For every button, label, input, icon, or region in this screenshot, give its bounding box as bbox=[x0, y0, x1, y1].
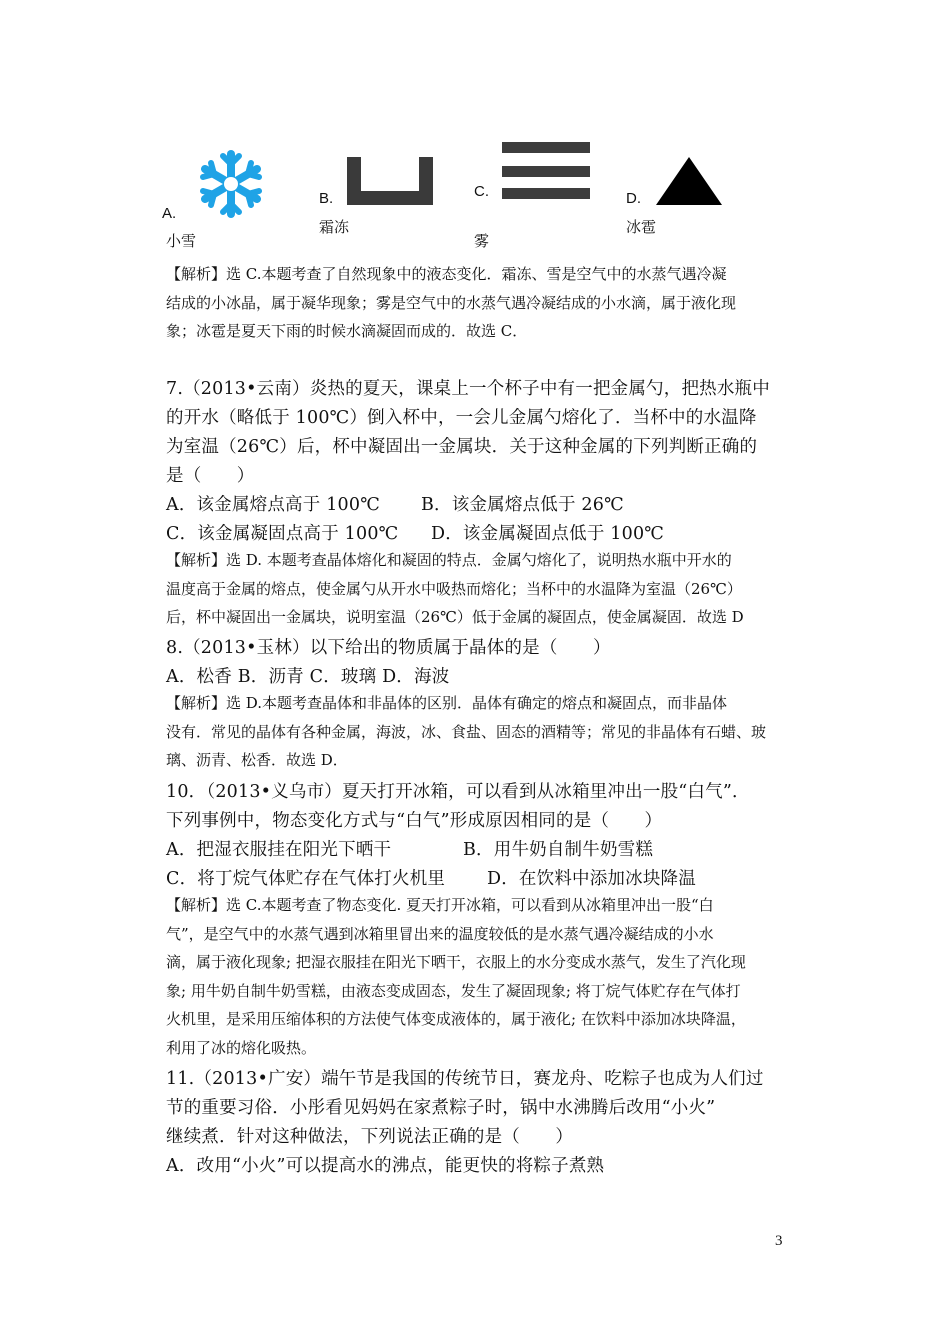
question-stem-line: 是（ ） bbox=[166, 466, 255, 486]
question-stem-line: 11.（2013•广安）端午节是我国的传统节日，赛龙舟、吃粽子也成为人们过 bbox=[166, 1069, 764, 1089]
analysis-line: 没有．常见的晶体有各种金属，海波，冰、食盐、固态的酒精等；常见的非晶体有石蜡、玻 bbox=[166, 723, 767, 741]
option-c: C．将丁烷气体贮存在气体打火机里 bbox=[166, 869, 446, 889]
analysis-line: 象; 用牛奶自制牛奶雪糕，由液态变成固态，发生了凝固现象; 将丁烷气体贮存在气体打 bbox=[166, 982, 741, 1000]
analysis-line: 【解析】选 C.本题考查了物态变化. 夏天打开冰箱，可以看到从冰箱里冲出一股“白 bbox=[166, 896, 714, 914]
option-a: A．改用“小火”可以提高水的沸点，能更快的将粽子煮熟 bbox=[166, 1156, 605, 1176]
q6-option-d-letter: D. bbox=[626, 190, 641, 207]
question-stem-line: 继续煮．针对这种做法，下列说法正确的是（ ） bbox=[166, 1127, 574, 1147]
question-stem-line: 为室温（26℃）后，杯中凝固出一金属块．关于这种金属的下列判断正确的 bbox=[166, 437, 758, 457]
analysis-line: 结成的小冰晶，属于凝华现象；雾是空气中的水蒸气遇冷凝结成的小水滴，属于液化现 bbox=[166, 294, 737, 312]
q6-option-c-letter: C. bbox=[474, 183, 489, 200]
option-a: A．该金属熔点高于 100℃ bbox=[166, 495, 380, 515]
option-d: D．在饮料中添加冰块降温 bbox=[487, 869, 696, 889]
analysis-line: 温度高于金属的熔点，使金属勺从开水中吸热而熔化；当杯中的水温降为室温（26℃） bbox=[166, 580, 742, 598]
analysis-line: 火机里，是采用压缩体积的方法使气体变成液体的，属于液化; 在饮料中添加冰块降温， bbox=[166, 1010, 746, 1028]
analysis-line: 滴，属于液化现象; 把湿衣服挂在阳光下晒干，衣服上的水分变成水蒸气，发生了汽化现 bbox=[166, 953, 746, 971]
question-stem-line: 节的重要习俗．小彤看见妈妈在家煮粽子时，锅中水沸腾后改用“小火” bbox=[166, 1098, 716, 1118]
question-stem-line: 下列事例中，物态变化方式与“白气”形成原因相同的是（ ） bbox=[166, 811, 663, 831]
option-b: B．该金属熔点低于 26℃ bbox=[421, 495, 624, 515]
analysis-line: 【解析】选 D. 本题考查晶体熔化和凝固的特点．金属勺熔化了，说明热水瓶中开水的 bbox=[166, 551, 732, 569]
question-stem-line: 7.（2013•云南）炎热的夏天，课桌上一个杯子中有一把金属勺，把热水瓶中 bbox=[166, 379, 770, 399]
analysis-line: 【解析】选 D.本题考查晶体和非晶体的区别．晶体有确定的熔点和凝固点，而非晶体 bbox=[166, 694, 728, 712]
analysis-line: 象；冰雹是夏天下雨的时候水滴凝固而成的．故选 C． bbox=[166, 322, 528, 340]
option-b: B．用牛奶自制牛奶雪糕 bbox=[463, 840, 654, 860]
question-stem-line: 10．（2013•义乌市）夏天打开冰箱，可以看到从冰箱里冲出一股“白气”． bbox=[166, 782, 750, 802]
analysis-line: 利用了冰的熔化吸热。 bbox=[166, 1039, 317, 1057]
question-options: A．松香 B．沥青 C．玻璃 D．海波 bbox=[166, 667, 450, 687]
q6-option-d-caption: 冰雹 bbox=[626, 218, 657, 236]
page-number: 3 bbox=[775, 1233, 783, 1249]
question-stem-line: 的开水（略低于 100℃）倒入杯中，一会儿金属勺熔化了．当杯中的水温降 bbox=[166, 408, 757, 428]
q6-option-a-letter: A. bbox=[162, 205, 177, 222]
q6-option-c-caption: 雾 bbox=[474, 232, 490, 250]
q6-option-b-caption: 霜冻 bbox=[319, 218, 350, 236]
option-a: A．把湿衣服挂在阳光下晒干 bbox=[166, 840, 392, 860]
analysis-line: 【解析】选 C.本题考查了自然现象中的液态变化．霜冻、雪是空气中的水蒸气遇冷凝 bbox=[166, 265, 727, 283]
snowflake-icon bbox=[193, 146, 269, 222]
triangle-icon bbox=[656, 157, 722, 205]
option-c: C．该金属凝固点高于 100℃ bbox=[166, 524, 399, 544]
question-stem-line: 8.（2013•玉林）以下给出的物质属于晶体的是（ ） bbox=[166, 638, 611, 658]
analysis-line: 后，杯中凝固出一金属块，说明室温（26℃）低于金属的凝固点，使金属凝固．故选 D bbox=[166, 608, 744, 626]
option-d: D．该金属凝固点低于 100℃ bbox=[431, 524, 665, 544]
three-bars-icon bbox=[502, 141, 590, 201]
q6-option-a-caption: 小雪 bbox=[166, 232, 197, 250]
analysis-line: 璃、沥青、松香．故选 D． bbox=[166, 751, 348, 769]
q6-option-b-letter: B. bbox=[319, 190, 334, 207]
analysis-line: 气”，是空气中的水蒸气遇到冰箱里冒出来的温度较低的是水蒸气遇冷凝结成的小水 bbox=[166, 925, 714, 943]
u-shape-icon bbox=[347, 157, 433, 205]
